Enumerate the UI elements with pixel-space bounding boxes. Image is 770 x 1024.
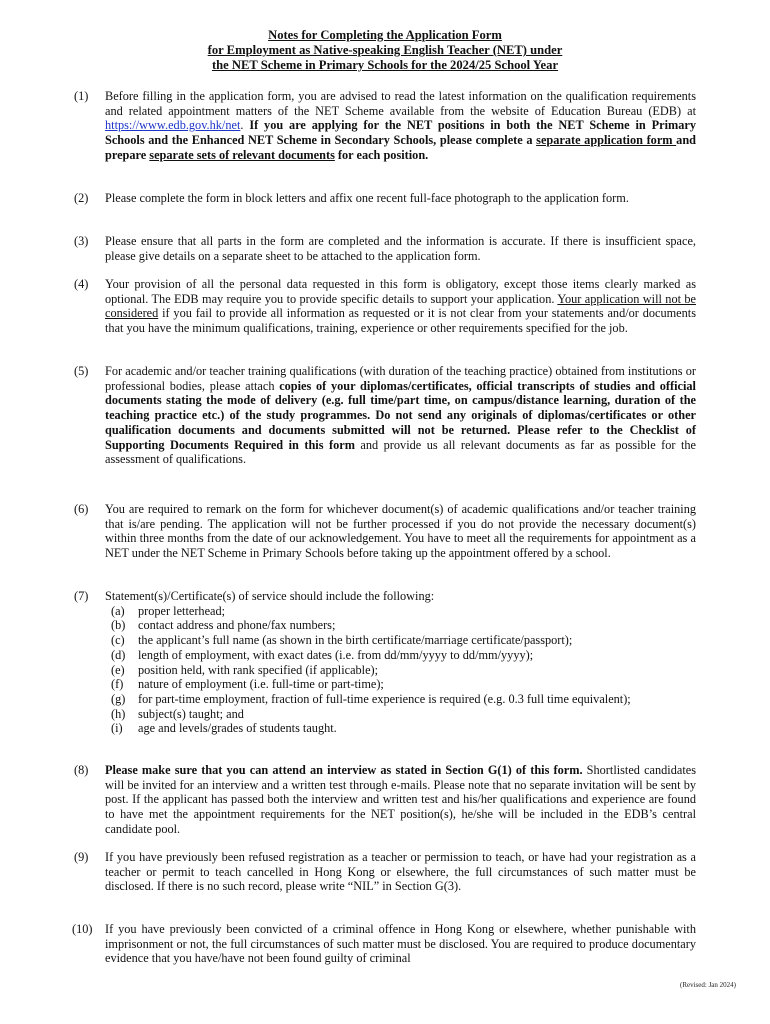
list-item bbox=[105, 633, 696, 648]
note-number: (4) bbox=[74, 277, 89, 291]
list-item-label: (g) bbox=[111, 691, 126, 706]
note-bold-text: Please make sure that you can attend an interview as stated in Section G(1) of this form. bbox=[105, 763, 583, 777]
list-item bbox=[105, 692, 638, 707]
note-bold-text: and prepare bbox=[105, 133, 696, 162]
note-4 bbox=[74, 277, 696, 336]
note-5 bbox=[74, 364, 696, 467]
list-item-text: for part-time employment, fraction of full-time experience is required (e.g. 0.3 full time equivalent); bbox=[138, 691, 631, 706]
service-statement-list bbox=[105, 604, 696, 736]
list-item-text: nature of employment (i.e. full-time or part-time); bbox=[138, 677, 384, 692]
note-1 bbox=[74, 89, 696, 163]
list-item-label: (i) bbox=[111, 721, 123, 736]
list-item bbox=[105, 663, 696, 678]
note-text: Please complete the form in block letters and affix one recent full-face photograph to the application form. bbox=[105, 191, 629, 205]
note-bold-text: for each position. bbox=[334, 147, 429, 162]
note-number: (6) bbox=[74, 502, 89, 516]
note-6 bbox=[74, 502, 696, 561]
list-item-label: (f) bbox=[111, 677, 124, 692]
note-number: (10) bbox=[72, 922, 93, 936]
note-text: Shortlisted candidates will be invited for an interview and a written test through e-mails. Please note that no separate invitation will be sent by post. If the applicant has passed both the interview and written test and his/her qualifications and experience are found to have met the appointment requirements for the NET position(s), he/she will be included in the EDB’s central candidate pool. bbox=[105, 763, 696, 836]
note-text: Your provision of all the personal data requested in this form is obligatory, except those items clearly marked as optional. The EDB may require you to provide specific details to support your application. bbox=[105, 277, 696, 306]
note-text: and provide us all relevant documents as far as possible for the assessment of qualifications. bbox=[105, 437, 696, 467]
note-10 bbox=[74, 922, 696, 966]
note-number: (2) bbox=[74, 191, 89, 205]
note-text: You are required to remark on the form for whichever document(s) of academic qualifications and/or teacher training that is/are pending. The application will not be further processed if you do not provide the necessary document(s) within three months from the date of our acknowledgement. You have to meet all the requirements for appointment as a NET under the NET Scheme in Primary Schools before taking up the appointment offered by a school. bbox=[105, 502, 696, 561]
note-text: If you have previously been convicted of a criminal offence in Hong Kong or elsewhere, whether punishable with imprisonment or not, the full circumstances of such matter must be disclosed. You are required to produce documentary evidence that you have/have not been found guilty of criminal bbox=[105, 922, 696, 966]
list-item bbox=[105, 721, 696, 736]
note-underlined-text: Your application will not be considered bbox=[105, 291, 696, 321]
note-bold-underlined-text: separate sets of relevant documents bbox=[149, 147, 335, 162]
list-item bbox=[105, 604, 696, 619]
list-item-text: length of employment, with exact dates (i.e. from dd/mm/yyyy to dd/mm/yyyy); bbox=[138, 647, 534, 662]
title-line-2: for Employment as Native-speaking English Teacher (NET) under bbox=[207, 43, 563, 57]
note-number: (3) bbox=[74, 234, 89, 248]
list-item-text: contact address and phone/fax numbers; bbox=[138, 618, 336, 633]
note-text: Before filling in the application form, you are advised to read the latest information on the qualification requirements and related appointment matters of the NET Scheme available from the website of Education Bureau (EDB) at bbox=[105, 89, 696, 118]
note-number: (8) bbox=[74, 763, 89, 777]
list-item-label: (c) bbox=[111, 633, 125, 648]
list-item-label: (e) bbox=[111, 662, 125, 677]
list-item bbox=[105, 677, 696, 692]
note-text: . bbox=[240, 118, 250, 133]
list-item-label: (h) bbox=[111, 706, 126, 721]
list-item-text: proper letterhead; bbox=[138, 603, 226, 618]
list-item bbox=[105, 618, 696, 633]
note-2 bbox=[74, 191, 696, 206]
page-title bbox=[0, 28, 770, 73]
revision-footer: (Revised: Jan 2024) bbox=[680, 981, 736, 989]
note-text: If you have previously been refused registration as a teacher or permission to teach, or have had your registration as a teacher or permit to teach cancelled in Hong Kong or elsewhere, the full circumstances of such matter must be disclosed. If there is no such record, please write “NIL” in Section G(3). bbox=[105, 850, 696, 894]
note-bold-text: If you are applying for the NET positions in both the NET Scheme in Primary Schools and the Enhanced NET Scheme in Secondary Schools, please complete a bbox=[105, 118, 696, 148]
list-item-label: (d) bbox=[111, 647, 126, 662]
note-bold-text: copies of your diplomas/certificates, official transcripts of studies and official documents stating the mode of delivery (e.g. full time/part time, on campus/distance learning, duration of the teaching practice etc.) of the study programmes. Do not send any originals of diplomas/certificates or other qualification documents and documents submitted will not be returned. Please refer to the Checklist of Supporting Documents Required in this form bbox=[105, 378, 696, 452]
edb-net-link[interactable]: https://www.edb.gov.hk/net bbox=[105, 118, 241, 133]
note-text: Please ensure that all parts in the form are completed and the information is accurate. If there is insufficient space, please give details on a separate sheet to be attached to the application form. bbox=[105, 234, 696, 263]
note-9 bbox=[74, 850, 696, 894]
note-number: (5) bbox=[74, 364, 89, 378]
note-3 bbox=[74, 234, 696, 263]
list-item-label: (b) bbox=[111, 618, 126, 633]
note-text: if you fail to provide all information as requested or it is not clear from your statements and/or documents that you have the minimum qualifications, training, experience or other requirements specified for the job. bbox=[105, 306, 696, 336]
list-item bbox=[105, 707, 696, 722]
title-line-1: Notes for Completing the Application Form bbox=[268, 28, 502, 42]
list-item-label: (a) bbox=[111, 603, 125, 618]
note-number: (1) bbox=[74, 89, 89, 103]
title-line-3: the NET Scheme in Primary Schools for the 2024/25 School Year bbox=[211, 58, 559, 72]
list-item-text: age and levels/grades of students taught. bbox=[138, 721, 337, 736]
list-item-text: position held, with rank specified (if applicable); bbox=[138, 662, 379, 677]
note-text: Statement(s)/Certificate(s) of service should include the following: bbox=[105, 589, 435, 603]
note-bold-underlined-text: separate application form bbox=[536, 133, 677, 148]
note-7 bbox=[74, 589, 696, 736]
note-8 bbox=[74, 763, 696, 837]
list-item bbox=[105, 648, 696, 663]
note-text: For academic and/or teacher training qualifications (with duration of the teaching practice) obtained from institutions or professional bodies, please attach bbox=[105, 364, 696, 393]
note-number: (7) bbox=[74, 589, 89, 603]
list-item-text: the applicant’s full name (as shown in the birth certificate/marriage certificate/passport); bbox=[138, 633, 573, 648]
note-number: (9) bbox=[74, 850, 89, 864]
list-item-text: subject(s) taught; and bbox=[138, 706, 244, 721]
